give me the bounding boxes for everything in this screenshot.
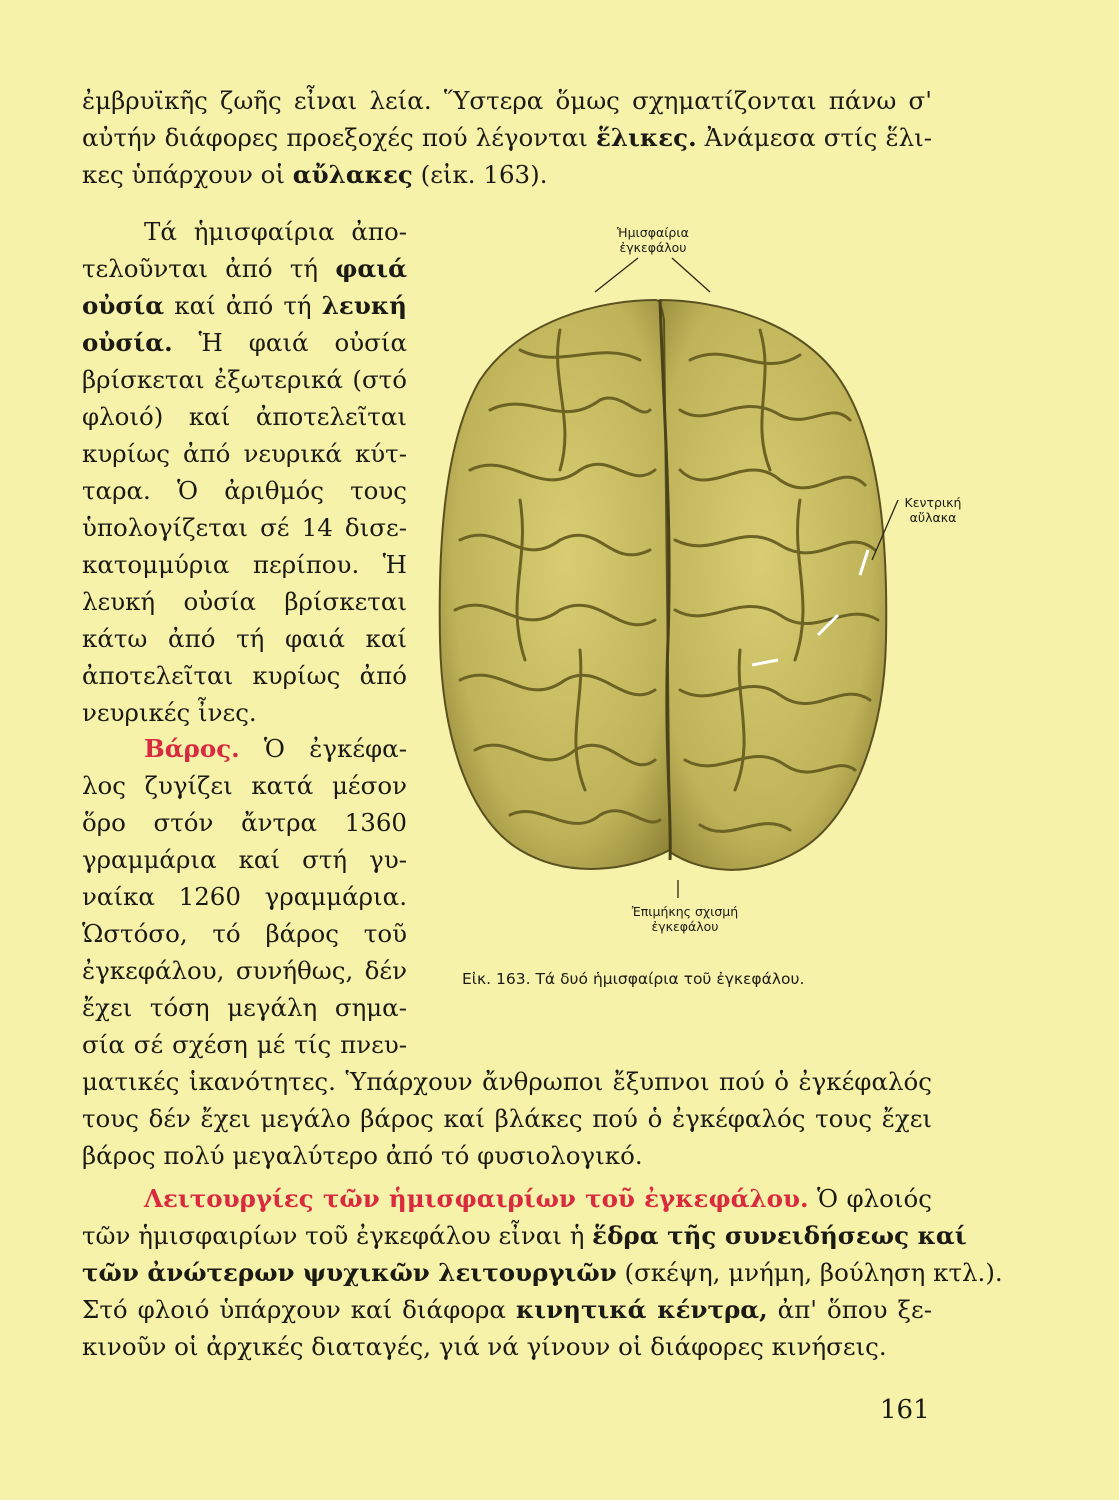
term-white: λευκή [321,291,407,320]
text-line: νευρικές ἶνες. [82,698,257,727]
text-line: Τά ἡμισφαίρια ἀπο- [144,217,407,246]
label-hemispheres: Ἡμισφαίρια ἐγκεφάλου [617,225,689,255]
text-line: τῶν ἀνώτερων ψυχικῶν λειτουργιῶν (σκέψη, μνήμη, βούληση κτλ.). [82,1258,1003,1287]
text-line: οὐσία καί ἀπό τή λευκή [82,291,407,320]
text-line: τους δέν ἔχει μεγάλο βάρος καί βλάκες πού ὁ ἐγκέφαλός τους ἔχει [82,1104,932,1133]
text-line: Ὡστόσο, τό βάρος τοῦ [82,919,407,948]
text-line: κάτω ἀπό τή φαιά καί [82,624,407,653]
text-line: τελοῦνται ἀπό τή φαιά [82,254,407,283]
text-line: γραμμάρια καί στή γυ- [82,845,407,874]
term-consciousness: ἕδρα τῆς συνειδήσεως καί [592,1221,967,1250]
term-motor-centers: κινητικά κέντρα, [515,1295,768,1324]
text-line: λευκή οὐσία βρίσκεται [82,587,407,616]
term-gray: φαιά [335,254,407,283]
text-line: τῶν ἡμισφαιρίων τοῦ ἐγκεφάλου εἶναι ἡ ἕδρα τῆς συνειδήσεως καί [82,1221,967,1250]
text-line: ὅρο στόν ἄντρα 1360 [82,808,407,837]
text-line: Βάρος. Ὁ ἐγκέφα- [144,734,407,763]
text-line: ὑπολογίζεται σέ 14 δισε- [82,513,407,542]
text-line: κες ὑπάρχουν οἱ αὔλακες (εἰκ. 163). [82,160,548,189]
text-line: λος ζυγίζει κατά μέσον [82,771,407,800]
text-line: Λειτουργίες τῶν ἡμισφαιρίων τοῦ ἐγκεφάλου. Ὁ φλοιός [144,1184,932,1213]
text-line: ἐμβρυϊκῆς ζωῆς εἶναι λεία. Ὕστερα ὅμως σχηματίζονται πάνω σ' [82,86,932,115]
text-line: σία σέ σχέση μέ τίς πνευ- [82,1030,407,1059]
text-line: κινοῦν οἱ ἀρχικές διαταγές, γιά νά γίνουν οἱ διάφορες κινήσεις. [82,1332,887,1361]
text-line: Στό φλοιό ὑπάρχουν καί διάφορα κινητικά κέντρα, ἀπ' ὅπου ξε- [82,1295,932,1324]
heading-weight: Βάρος. [144,734,240,763]
text-line: βρίσκεται ἐξωτερικά (στό [82,365,407,394]
term-helices: ἕλικες. [595,123,697,152]
text-line: ματικές ἱκανότητες. Ὑπάρχουν ἄνθρωποι ἔξυπνοι πού ὁ ἐγκέφαλός [82,1067,932,1096]
text-line: κατομμύρια περίπου. Ἡ [82,550,407,579]
text-line: βάρος πολύ μεγαλύτερο ἀπό τό φυσιολογικό. [82,1141,643,1170]
page-number: 161 [880,1395,930,1425]
text-line: ἔχει τόση μεγάλη σημα- [82,993,407,1022]
left-hemisphere [440,300,670,869]
text-line: αὐτήν διάφορες προεξοχές πού λέγονται ἕλικες. Ἀνάμεσα στίς ἕλι- [82,123,933,152]
label-central-sulcus: Κεντρική αὔλακα [904,495,962,525]
term-higher-functions: τῶν ἀνώτερων ψυχικῶν λειτουργιῶν [82,1258,617,1287]
text-line: ἐγκεφάλου, συνήθως, δέν [82,956,407,985]
term-sulci: αὔλακες [292,160,413,189]
text-line: κυρίως ἀπό νευρικά κύτ- [82,439,407,468]
right-hemisphere [659,300,886,870]
figure-caption: Εἰκ. 163. Τά δυό ἡμισφαίρια τοῦ ἐγκεφάλου. [462,970,805,988]
text-line: ταρα. Ὁ ἀριθμός τους [82,476,407,505]
text-line: φλοιό) καί ἀποτελεῖται [82,402,407,431]
heading-functions: Λειτουργίες τῶν ἡμισφαιρίων τοῦ ἐγκεφάλου. [144,1184,809,1213]
text-line: ναίκα 1260 γραμμάρια. [82,882,407,911]
text-line: οὐσία. Ἡ φαιά οὐσία [82,328,407,357]
label-longitudinal-fissure: Ἐπιμήκης σχισμή ἐγκεφάλου [631,904,739,934]
text-line: ἀποτελεῖται κυρίως ἀπό [82,661,407,690]
